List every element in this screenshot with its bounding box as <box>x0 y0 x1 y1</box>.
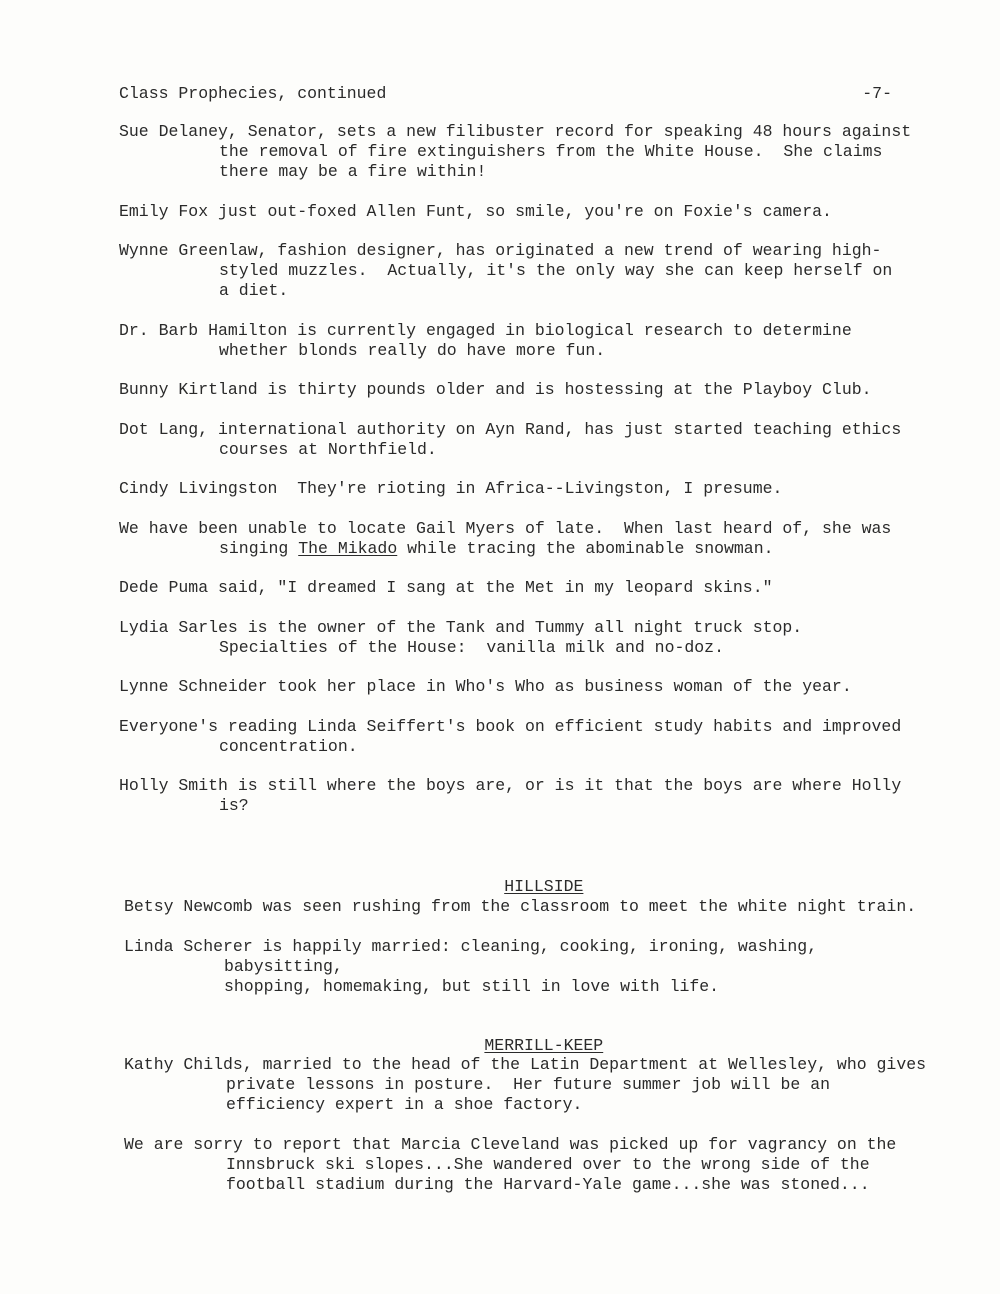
page-title: Class Prophecies, continued <box>119 84 387 103</box>
hillside-title: HILLSIDE <box>504 877 584 896</box>
prophecy-list <box>119 122 919 836</box>
merrill-keep-title: MERRILL-KEEP <box>484 1036 604 1055</box>
prophecy-entry: Dot Lang, international authority on Ayn Rand, has just started teaching ethics courses at Northfield. <box>119 419 902 459</box>
myers-tail: while tracing the abominable snowman. <box>397 538 774 558</box>
myers-underlined-title: The Mikado <box>298 538 398 558</box>
hillside-entry: Linda Scherer is happily married: cleaning, cooking, ironing, washing, babysitting, shopping, homemaking, but still in love with life. <box>124 936 818 996</box>
prophecy-entry: Dede Puma said, "I dreamed I sang at the Met in my leopard skins." <box>119 578 773 597</box>
prophecy-entry: Bunny Kirtland is thirty pounds older and is hostessing at the Playboy Club. <box>119 380 872 399</box>
prophecy-entry: Everyone's reading Linda Seiffert's book on efficient study habits and improved concentration. <box>119 716 902 756</box>
prophecy-entry: Lynne Schneider took her place in Who's Who as business woman of the year. <box>119 677 852 696</box>
page-number: -7- <box>862 84 892 103</box>
merrill-keep-list <box>124 1055 944 1214</box>
prophecy-entry: Dr. Barb Hamilton is currently engaged in biological research to determine whether blonds really do have more fun. <box>119 320 852 360</box>
prophecy-entry: Wynne Greenlaw, fashion designer, has originated a new trend of wearing high- styled muzzles. Actually, it's the only way she can keep herself on a diet. <box>119 241 893 300</box>
merrill-keep-entry: Kathy Childs, married to the head of the Latin Department at Wellesley, who gives private lessons in posture. Her future summer job will be an efficiency expert in a shoe factory. <box>124 1055 927 1114</box>
prophecy-entry: Sue Delaney, Senator, sets a new filibuster record for speaking 48 hours against the removal of fire extinguishers from the White House. She claims there may be a fire within! <box>119 122 912 181</box>
merrill-keep-entry: We are sorry to report that Marcia Cleveland was picked up for vagrancy on the Innsbruck ski slopes...She wandered over to the wrong side of the football stadium during the Harvard-Yale game...she was stoned... <box>124 1134 897 1194</box>
prophecy-entry: Holly Smith is still where the boys are, or is it that the boys are where Holly is? <box>119 776 902 815</box>
prophecy-entry: Cindy Livingston They're rioting in Africa--Livingston, I presume. <box>119 479 783 498</box>
prophecy-entry-myers <box>119 519 919 559</box>
myers-text: We have been unable to locate Gail Myers of late. When last heard of, she was singing <box>119 518 892 558</box>
prophecy-entry: Lydia Sarles is the owner of the Tank and Tummy all night truck stop. Specialties of the House: vanilla milk and no-doz. <box>119 617 803 657</box>
prophecy-entry: Emily Fox just out-foxed Allen Funt, so smile, you're on Foxie's camera. <box>119 201 832 221</box>
hillside-list <box>124 897 944 1016</box>
hillside-entry: Betsy Newcomb was seen rushing from the classroom to meet the white night train. <box>124 897 917 916</box>
